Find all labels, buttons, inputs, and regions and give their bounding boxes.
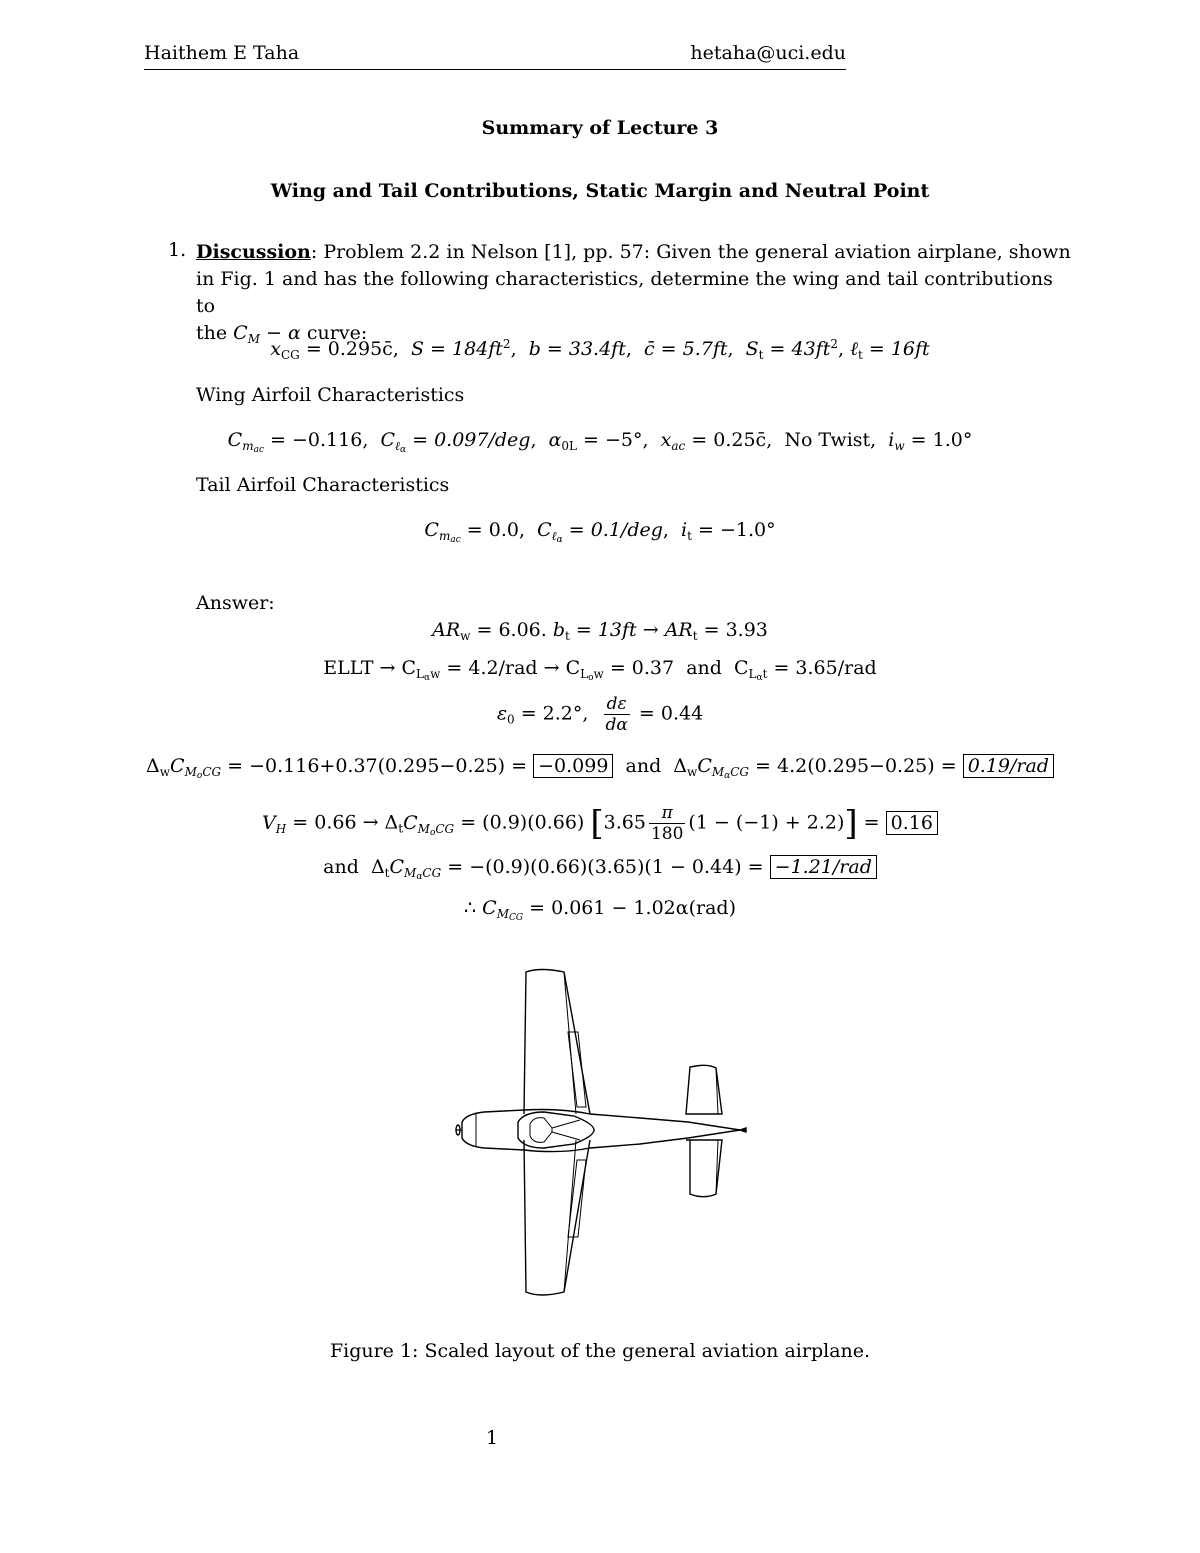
wing-lift-slope-value: 4.2/rad <box>468 657 538 679</box>
tail-cma-expr: −(0.9)(0.66)(3.65)(1 − 0.44) = <box>469 856 764 878</box>
tail-cma-line: and $\Delta_tC_{M_\alpha CG} = -(0.9)(0.66)(3.65)(1 - 0.44) = -1.21/rad$ <box>0 856 1200 878</box>
aspect-ratio-line: $AR_w = 6.06$. $b_t = 13ft \to AR_t = 3.93$ <box>432 619 768 643</box>
airplane-top-view-figure <box>440 962 760 1308</box>
total-moment-value: 0.061 − 1.02α(rad) <box>551 897 736 919</box>
wing-cma-expr: 4.2(0.295−0.25) = <box>777 755 957 777</box>
tail-area-value: 43ft <box>791 338 831 360</box>
answer-label: Answer: <box>196 592 275 614</box>
given-parameters: $x_{CG}$ = 0.295c̄, $S = 184ft^2$, b = 33.4ft, c̄ = 5.7ft, $S_t = 43ft^2$, ℓ$_t$ = 16ft <box>270 337 930 362</box>
problem-line-3-pre: the <box>196 322 234 344</box>
tail-incidence-value: −1.0° <box>719 519 776 541</box>
problem-line-2: in Fig. 1 and has the following characteristics, determine the wing and tail contributions to <box>196 268 1053 317</box>
downwash-line: $\varepsilon_0 = 2.2^\circ$, $\frac{d\varepsilon}{d\alpha}$ = 0.44 <box>496 694 704 735</box>
wing-cma-result: 0.19/rad <box>963 754 1054 778</box>
tail-lift-slope-value: 3.65/rad <box>795 657 877 679</box>
wing-heading: Wing Airfoil Characteristics <box>196 384 465 406</box>
wing-cmac-value: −0.116 <box>291 429 363 451</box>
wing-contribution-line: $\Delta_wC_{M_oCG} = -0.116+0.37(0.295-0.25) = -0.099$ and $\Delta_wC_{M_\alpha CG} = 4.2(0.295-0.25) = 0.19/rad$ <box>0 755 1200 777</box>
tail-span-value: 13ft <box>597 619 637 641</box>
downwash-fraction: $\frac{d\varepsilon}{d\alpha}$ <box>605 694 628 735</box>
chord-value: 5.7ft <box>682 338 728 360</box>
ellt-line: ELLT → $C_{L_\alpha w} = 4.2/rad \to C_{L_ow} = 0.37$ and $C_{L_\alpha t} = 3.65/rad$ <box>323 657 877 683</box>
page-number: 1 <box>485 1427 499 1449</box>
wing-cla-value: 0.097/deg <box>434 429 531 451</box>
wing-ar-value: 6.06. <box>498 619 547 641</box>
lecture-title: Summary of Lecture 3 <box>481 117 719 139</box>
wing-cm0-expr: −0.116+0.37(0.295−0.25) = <box>249 755 528 777</box>
fuselage <box>456 1110 746 1152</box>
problem-statement: Discussion: Problem 2.2 in Nelson [1], pp. 57: Given the general aviation airplane, shown in Fig. 1 and has the following characteristics, determine the wing and tail contributions to the $C_M - \alpha$ curve: <box>196 241 1071 346</box>
wing-area-value: 184ft <box>451 338 503 360</box>
wing-xac-value: 0.25c̄ <box>713 429 767 451</box>
vh-value: 0.66 <box>314 811 357 834</box>
tail-characteristics: $C_{m_{ac}} = 0.0$, $C_{\ell_\alpha} = 0.1/deg$, $i_t = -1.0^\circ$ <box>424 519 776 545</box>
tail-cm0-expr: (0.9)(0.66) <box>482 811 585 834</box>
wing-characteristics: $C_{m_{ac}} = -0.116$, $C_{\ell_\alpha} = 0.097/deg$, $\alpha_{0L} = -5^\circ$, $x_{ac}$ = 0.25c̄, No Twist, $i_w = 1.0^\circ$ <box>227 429 973 455</box>
wing-cl0-value: 0.37 <box>631 657 675 679</box>
cockpit-canopy <box>518 1112 594 1148</box>
deda-value: 0.44 <box>660 702 704 725</box>
discussion-label: Discussion <box>196 241 311 263</box>
upper-wing <box>524 970 590 1115</box>
tail-cla-value: 0.1/deg <box>590 519 663 541</box>
header-rule <box>144 69 846 70</box>
xcg-value: 0.295c̄ <box>327 338 393 360</box>
pi-over-180: $\frac{\pi}{180}$ <box>650 803 684 844</box>
problem-line-1: : Problem 2.2 in Nelson [1], pp. 57: Given the general aviation airplane, shown <box>310 241 1071 263</box>
tail-cm0-line: $V_H = 0.66 \to \Delta_tC_{M_oCG} = (0.9)(0.66)$ [3.65 $\frac{\pi}{180}$ (1 − (−1) + 2.2)] = 0.16 <box>0 803 1200 844</box>
horizontal-tail <box>686 1065 722 1196</box>
eps0-value: 2.2° <box>542 702 583 725</box>
item-number: 1. <box>168 239 187 261</box>
lecture-subtitle: Wing and Tail Contributions, Static Margin and Neutral Point <box>270 180 930 202</box>
tail-arm-value: 16ft <box>890 338 930 360</box>
total-moment-line: ∴ $C_{M_{CG}} = 0.061 - 1.02\alpha(rad)$ <box>464 897 736 923</box>
lower-aileron <box>568 1160 586 1237</box>
tail-ar-value: 3.93 <box>725 619 768 641</box>
header-author: Haithem E Taha <box>144 42 300 64</box>
figure-caption: Figure 1: Scaled layout of the general aviation airplane. <box>329 1340 871 1362</box>
tail-cmac-value: 0.0 <box>488 519 519 541</box>
span-value: 33.4ft <box>568 338 626 360</box>
header-email: hetaha@uci.edu <box>690 42 846 64</box>
tail-cma-result: −1.21/rad <box>770 855 877 879</box>
wing-twist: No Twist <box>784 429 871 451</box>
tail-heading: Tail Airfoil Characteristics <box>196 474 450 496</box>
tail-cm0-result: 0.16 <box>886 811 938 835</box>
wing-incidence-value: 1.0° <box>932 429 973 451</box>
wing-a0l-value: −5° <box>605 429 643 451</box>
problem-line-3-post: curve: <box>300 322 368 344</box>
wing-cm0-result: −0.099 <box>533 754 613 778</box>
